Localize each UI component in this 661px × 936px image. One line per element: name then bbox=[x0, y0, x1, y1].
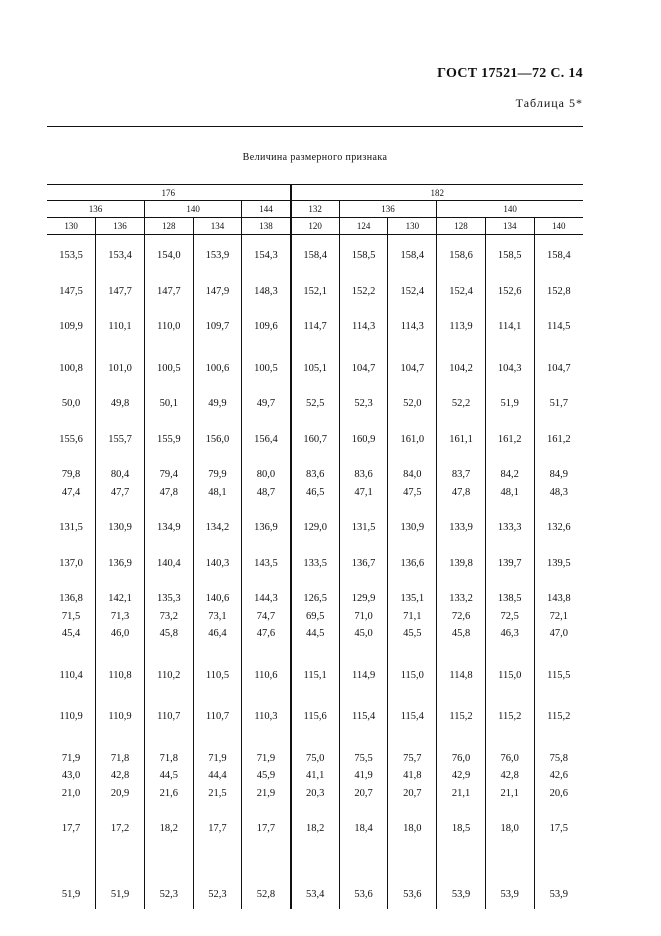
table-cell: 71,8 bbox=[144, 750, 193, 768]
table-cell: 142,1 bbox=[96, 590, 145, 608]
table-cell: 21,6 bbox=[144, 785, 193, 803]
table-row bbox=[47, 886, 583, 904]
data-table bbox=[47, 184, 583, 909]
table-cell: 136,9 bbox=[242, 519, 291, 537]
table-cell: 147,7 bbox=[144, 283, 193, 301]
table-cell: 100,6 bbox=[193, 360, 242, 378]
table-cell: 47,4 bbox=[61, 486, 81, 498]
spacer-row bbox=[47, 448, 583, 466]
table-cell: 133,2 bbox=[437, 590, 486, 608]
table-cell: 155,7 bbox=[96, 431, 145, 449]
table-cell: 104,7 bbox=[388, 360, 437, 378]
table-cell: 115,6 bbox=[291, 708, 340, 726]
table-cell: 152,1 bbox=[291, 283, 340, 301]
table-cell: 48,7 bbox=[242, 484, 291, 502]
col-header: 120 bbox=[291, 218, 340, 235]
table-cell: 21,1 bbox=[485, 785, 534, 803]
table-cell: 52,3 bbox=[339, 395, 388, 413]
table-cell: 49,7 bbox=[242, 395, 291, 413]
table-row bbox=[47, 519, 583, 537]
table-cell: 71,9 bbox=[61, 752, 81, 764]
table-cell: 158,4 bbox=[534, 247, 583, 265]
table-row bbox=[47, 247, 583, 265]
table-cell: 52,5 bbox=[291, 395, 340, 413]
table-cell: 110,9 bbox=[59, 711, 83, 723]
table-cell: 45,5 bbox=[388, 625, 437, 643]
col-header: 138 bbox=[242, 218, 291, 235]
col-header: 128 bbox=[144, 218, 193, 235]
table-cell: 48,1 bbox=[485, 484, 534, 502]
table-cell: 51,7 bbox=[534, 395, 583, 413]
table-row bbox=[47, 785, 583, 803]
table-cell: 135,1 bbox=[388, 590, 437, 608]
table-cell: 110,8 bbox=[96, 667, 145, 685]
table-cell: 20,7 bbox=[339, 785, 388, 803]
table-cell: 156,0 bbox=[193, 431, 242, 449]
table-cell: 153,5 bbox=[59, 250, 83, 262]
table-cell: 161,2 bbox=[485, 431, 534, 449]
spacer-row bbox=[47, 838, 583, 862]
table-cell: 47,0 bbox=[534, 625, 583, 643]
table-cell: 100,5 bbox=[144, 360, 193, 378]
table-cell: 129,0 bbox=[291, 519, 340, 537]
table-cell: 18,0 bbox=[485, 820, 534, 838]
table-cell: 115,2 bbox=[437, 708, 486, 726]
table-cell: 44,4 bbox=[193, 767, 242, 785]
table-cell: 17,5 bbox=[534, 820, 583, 838]
table-cell: 50,1 bbox=[144, 395, 193, 413]
table-cell: 110,2 bbox=[144, 667, 193, 685]
table-cell: 42,9 bbox=[437, 767, 486, 785]
table-cell: 133,3 bbox=[485, 519, 534, 537]
table-cell: 79,9 bbox=[193, 466, 242, 484]
table-cell: 52,2 bbox=[437, 395, 486, 413]
table-cell: 71,0 bbox=[339, 608, 388, 626]
table-row bbox=[47, 625, 583, 643]
table-cell: 73,1 bbox=[193, 608, 242, 626]
table-cell: 17,7 bbox=[61, 823, 81, 835]
table-cell: 79,4 bbox=[144, 466, 193, 484]
table-cell: 110,0 bbox=[144, 318, 193, 336]
table-row bbox=[47, 750, 583, 768]
table-body bbox=[47, 235, 583, 910]
table-cell: 136,6 bbox=[388, 555, 437, 573]
table-cell: 47,8 bbox=[144, 484, 193, 502]
spacer-row bbox=[47, 643, 583, 667]
table-cell: 115,4 bbox=[388, 708, 437, 726]
table-cell: 72,6 bbox=[437, 608, 486, 626]
table-cell: 110,3 bbox=[242, 708, 291, 726]
col-header: 130 bbox=[388, 218, 437, 235]
table-cell: 53,9 bbox=[485, 886, 534, 904]
table-row bbox=[47, 820, 583, 838]
table-cell: 45,0 bbox=[339, 625, 388, 643]
table-cell: 131,5 bbox=[339, 519, 388, 537]
table-cell: 42,8 bbox=[96, 767, 145, 785]
table-cell: 17,7 bbox=[193, 820, 242, 838]
spacer-row bbox=[47, 413, 583, 431]
table-cell: 80,0 bbox=[242, 466, 291, 484]
table-row bbox=[47, 318, 583, 336]
table-cell: 45,4 bbox=[61, 628, 81, 640]
table-label: Таблица 5* bbox=[515, 96, 583, 110]
table-cell: 126,5 bbox=[291, 590, 340, 608]
table-cell: 48,3 bbox=[534, 484, 583, 502]
table-cell: 46,5 bbox=[291, 484, 340, 502]
table-cell: 115,2 bbox=[485, 708, 534, 726]
table-cell: 155,9 bbox=[144, 431, 193, 449]
table-cell: 21,9 bbox=[242, 785, 291, 803]
table-cell: 83,7 bbox=[437, 466, 486, 484]
table-cell: 52,3 bbox=[193, 886, 242, 904]
table-cell: 114,1 bbox=[485, 318, 534, 336]
table-cell: 136,7 bbox=[339, 555, 388, 573]
table-cell: 110,6 bbox=[242, 667, 291, 685]
table-cell: 154,3 bbox=[242, 247, 291, 265]
table-caption: Величина размерного признака bbox=[242, 152, 388, 163]
table-cell: 41,8 bbox=[388, 767, 437, 785]
table-cell: 83,6 bbox=[291, 466, 340, 484]
col-subgroup: 140 bbox=[437, 201, 583, 218]
table-cell: 84,9 bbox=[534, 466, 583, 484]
table-row bbox=[47, 590, 583, 608]
table-cell: 43,0 bbox=[61, 770, 81, 782]
table-cell: 158,5 bbox=[485, 247, 534, 265]
table-cell: 137,0 bbox=[59, 557, 83, 569]
table-cell: 72,1 bbox=[534, 608, 583, 626]
table-cell: 154,0 bbox=[144, 247, 193, 265]
table-cell: 41,1 bbox=[291, 767, 340, 785]
table-row bbox=[47, 395, 583, 413]
table-cell: 131,5 bbox=[59, 522, 83, 534]
spacer-row bbox=[47, 726, 583, 750]
spacer-row bbox=[47, 235, 583, 248]
table-cell: 46,3 bbox=[485, 625, 534, 643]
table-cell: 144,3 bbox=[242, 590, 291, 608]
table-cell: 75,7 bbox=[388, 750, 437, 768]
table-cell: 47,6 bbox=[242, 625, 291, 643]
table-cell: 110,7 bbox=[144, 708, 193, 726]
table-cell: 136,9 bbox=[96, 555, 145, 573]
table-header bbox=[47, 185, 583, 235]
table-cell: 51,9 bbox=[61, 888, 81, 900]
table-cell: 79,8 bbox=[61, 469, 81, 481]
table-cell: 109,6 bbox=[242, 318, 291, 336]
table-cell: 52,8 bbox=[242, 886, 291, 904]
table-cell: 75,0 bbox=[291, 750, 340, 768]
table-cell: 44,5 bbox=[291, 625, 340, 643]
table-cell: 42,6 bbox=[534, 767, 583, 785]
table-cell: 105,1 bbox=[291, 360, 340, 378]
table-cell: 133,9 bbox=[437, 519, 486, 537]
table-cell: 115,0 bbox=[388, 667, 437, 685]
table-cell: 53,9 bbox=[437, 886, 486, 904]
table-row bbox=[47, 466, 583, 484]
spacer-row bbox=[47, 501, 583, 519]
table-cell: 147,7 bbox=[96, 283, 145, 301]
table-cell: 45,8 bbox=[437, 625, 486, 643]
table-cell: 152,2 bbox=[339, 283, 388, 301]
table-cell: 18,0 bbox=[388, 820, 437, 838]
table-cell: 115,4 bbox=[339, 708, 388, 726]
table-cell: 158,5 bbox=[339, 247, 388, 265]
table-cell: 139,7 bbox=[485, 555, 534, 573]
col-subgroup: 132 bbox=[291, 201, 340, 218]
table-cell: 115,5 bbox=[534, 667, 583, 685]
col-header: 124 bbox=[339, 218, 388, 235]
col-header: 134 bbox=[193, 218, 242, 235]
col-group-176: 176 bbox=[47, 185, 291, 201]
table-cell: 100,8 bbox=[59, 362, 83, 374]
table-cell: 47,7 bbox=[96, 484, 145, 502]
table-cell: 69,5 bbox=[291, 608, 340, 626]
header-divider bbox=[47, 126, 583, 127]
table-cell: 115,2 bbox=[534, 708, 583, 726]
table-cell: 136,8 bbox=[59, 593, 83, 605]
table-cell: 110,1 bbox=[96, 318, 145, 336]
table-cell: 134,9 bbox=[144, 519, 193, 537]
spacer-row bbox=[47, 802, 583, 820]
table-row bbox=[47, 555, 583, 573]
table-cell: 46,0 bbox=[96, 625, 145, 643]
table-cell: 160,7 bbox=[291, 431, 340, 449]
table-cell: 71,9 bbox=[242, 750, 291, 768]
table-cell: 114,3 bbox=[339, 318, 388, 336]
table-cell: 47,8 bbox=[437, 484, 486, 502]
table-cell: 161,2 bbox=[534, 431, 583, 449]
table-cell: 44,5 bbox=[144, 767, 193, 785]
table-cell: 139,8 bbox=[437, 555, 486, 573]
table-cell: 74,7 bbox=[242, 608, 291, 626]
table-cell: 130,9 bbox=[96, 519, 145, 537]
col-subgroup: 144 bbox=[242, 201, 291, 218]
table-row bbox=[47, 608, 583, 626]
table-cell: 130,9 bbox=[388, 519, 437, 537]
table-cell: 52,0 bbox=[388, 395, 437, 413]
table-cell: 115,1 bbox=[291, 667, 340, 685]
spacer-row bbox=[47, 903, 583, 909]
table-cell: 45,9 bbox=[242, 767, 291, 785]
table-cell: 158,6 bbox=[437, 247, 486, 265]
table-cell: 48,1 bbox=[193, 484, 242, 502]
table-cell: 83,6 bbox=[339, 466, 388, 484]
spacer-row bbox=[47, 265, 583, 283]
table-cell: 20,3 bbox=[291, 785, 340, 803]
table-cell: 53,6 bbox=[339, 886, 388, 904]
table-cell: 147,9 bbox=[193, 283, 242, 301]
table-cell: 42,8 bbox=[485, 767, 534, 785]
table-cell: 114,3 bbox=[388, 318, 437, 336]
table-cell: 71,5 bbox=[61, 610, 81, 622]
table-cell: 53,9 bbox=[534, 886, 583, 904]
table-cell: 47,5 bbox=[388, 484, 437, 502]
table-cell: 135,3 bbox=[144, 590, 193, 608]
table-cell: 21,5 bbox=[193, 785, 242, 803]
table-cell: 53,4 bbox=[291, 886, 340, 904]
col-header: 140 bbox=[534, 218, 583, 235]
table-cell: 114,8 bbox=[437, 667, 486, 685]
table-cell: 132,6 bbox=[534, 519, 583, 537]
table-cell: 104,3 bbox=[485, 360, 534, 378]
table-cell: 110,4 bbox=[59, 669, 83, 681]
table-row bbox=[47, 431, 583, 449]
table-cell: 133,5 bbox=[291, 555, 340, 573]
table-cell: 17,2 bbox=[96, 820, 145, 838]
table-cell: 100,5 bbox=[242, 360, 291, 378]
col-header: 134 bbox=[485, 218, 534, 235]
table-cell: 72,5 bbox=[485, 608, 534, 626]
table-cell: 148,3 bbox=[242, 283, 291, 301]
table-cell: 129,9 bbox=[339, 590, 388, 608]
table-cell: 152,4 bbox=[388, 283, 437, 301]
table-cell: 52,3 bbox=[144, 886, 193, 904]
table-cell: 160,9 bbox=[339, 431, 388, 449]
table-cell: 45,8 bbox=[144, 625, 193, 643]
table-cell: 75,8 bbox=[534, 750, 583, 768]
table-row bbox=[47, 283, 583, 301]
spacer-row bbox=[47, 572, 583, 590]
table-row bbox=[47, 667, 583, 685]
table-cell: 71,9 bbox=[193, 750, 242, 768]
table-cell: 73,2 bbox=[144, 608, 193, 626]
table-cell: 152,8 bbox=[534, 283, 583, 301]
table-cell: 53,6 bbox=[388, 886, 437, 904]
col-subgroup: 136 bbox=[47, 201, 144, 218]
table-cell: 104,7 bbox=[339, 360, 388, 378]
spacer-row bbox=[47, 862, 583, 886]
table-cell: 104,7 bbox=[534, 360, 583, 378]
table-cell: 143,5 bbox=[242, 555, 291, 573]
table-cell: 110,9 bbox=[96, 708, 145, 726]
table-row bbox=[47, 708, 583, 726]
table-cell: 115,0 bbox=[485, 667, 534, 685]
table-cell: 114,9 bbox=[339, 667, 388, 685]
table-cell: 51,9 bbox=[96, 886, 145, 904]
table-cell: 84,0 bbox=[388, 466, 437, 484]
table-cell: 147,5 bbox=[59, 285, 83, 297]
col-subgroup: 136 bbox=[339, 201, 436, 218]
table-cell: 71,8 bbox=[96, 750, 145, 768]
table-cell: 155,6 bbox=[59, 433, 83, 445]
table-cell: 104,2 bbox=[437, 360, 486, 378]
table-cell: 139,5 bbox=[534, 555, 583, 573]
table-cell: 152,6 bbox=[485, 283, 534, 301]
table-cell: 101,0 bbox=[96, 360, 145, 378]
col-header: 136 bbox=[96, 218, 145, 235]
spacer-row bbox=[47, 377, 583, 395]
table-cell: 140,3 bbox=[193, 555, 242, 573]
table-cell: 114,7 bbox=[291, 318, 340, 336]
table-cell: 18,2 bbox=[291, 820, 340, 838]
table-cell: 41,9 bbox=[339, 767, 388, 785]
table-cell: 80,4 bbox=[96, 466, 145, 484]
table-cell: 143,8 bbox=[534, 590, 583, 608]
table-cell: 109,9 bbox=[59, 321, 83, 333]
table-cell: 20,6 bbox=[534, 785, 583, 803]
table-cell: 49,9 bbox=[193, 395, 242, 413]
table-cell: 20,7 bbox=[388, 785, 437, 803]
table-cell: 140,4 bbox=[144, 555, 193, 573]
spacer-row bbox=[47, 684, 583, 708]
table-cell: 71,3 bbox=[96, 608, 145, 626]
spacer-row bbox=[47, 300, 583, 318]
table-cell: 138,5 bbox=[485, 590, 534, 608]
spacer-row bbox=[47, 537, 583, 555]
table-cell: 47,1 bbox=[339, 484, 388, 502]
table-cell: 18,4 bbox=[339, 820, 388, 838]
table-cell: 110,5 bbox=[193, 667, 242, 685]
table-cell: 51,9 bbox=[485, 395, 534, 413]
table-row bbox=[47, 484, 583, 502]
table-cell: 110,7 bbox=[193, 708, 242, 726]
table-row bbox=[47, 360, 583, 378]
table-cell: 113,9 bbox=[437, 318, 486, 336]
table-cell: 156,4 bbox=[242, 431, 291, 449]
table-cell: 75,5 bbox=[339, 750, 388, 768]
table-cell: 153,9 bbox=[193, 247, 242, 265]
table-cell: 158,4 bbox=[291, 247, 340, 265]
table-cell: 21,1 bbox=[437, 785, 486, 803]
table-cell: 114,5 bbox=[534, 318, 583, 336]
col-header: 128 bbox=[437, 218, 486, 235]
spacer-row bbox=[47, 336, 583, 360]
table-cell: 71,1 bbox=[388, 608, 437, 626]
table-row bbox=[47, 767, 583, 785]
table-cell: 21,0 bbox=[61, 787, 81, 799]
table-cell: 49,8 bbox=[96, 395, 145, 413]
table-cell: 17,7 bbox=[242, 820, 291, 838]
table-cell: 46,4 bbox=[193, 625, 242, 643]
table-cell: 18,5 bbox=[437, 820, 486, 838]
table-cell: 76,0 bbox=[485, 750, 534, 768]
table-cell: 76,0 bbox=[437, 750, 486, 768]
table-cell: 50,0 bbox=[61, 398, 81, 410]
table-cell: 18,2 bbox=[144, 820, 193, 838]
table-cell: 153,4 bbox=[96, 247, 145, 265]
col-group-182: 182 bbox=[291, 185, 583, 201]
table-cell: 161,0 bbox=[388, 431, 437, 449]
table-cell: 134,2 bbox=[193, 519, 242, 537]
col-header: 130 bbox=[47, 218, 96, 235]
page-header-title: ГОСТ 17521—72 С. 14 bbox=[437, 66, 583, 81]
table-cell: 109,7 bbox=[193, 318, 242, 336]
table-cell: 84,2 bbox=[485, 466, 534, 484]
table-cell: 140,6 bbox=[193, 590, 242, 608]
table-cell: 161,1 bbox=[437, 431, 486, 449]
table-cell: 158,4 bbox=[388, 247, 437, 265]
col-subgroup: 140 bbox=[144, 201, 241, 218]
table-cell: 20,9 bbox=[96, 785, 145, 803]
table-cell: 152,4 bbox=[437, 283, 486, 301]
